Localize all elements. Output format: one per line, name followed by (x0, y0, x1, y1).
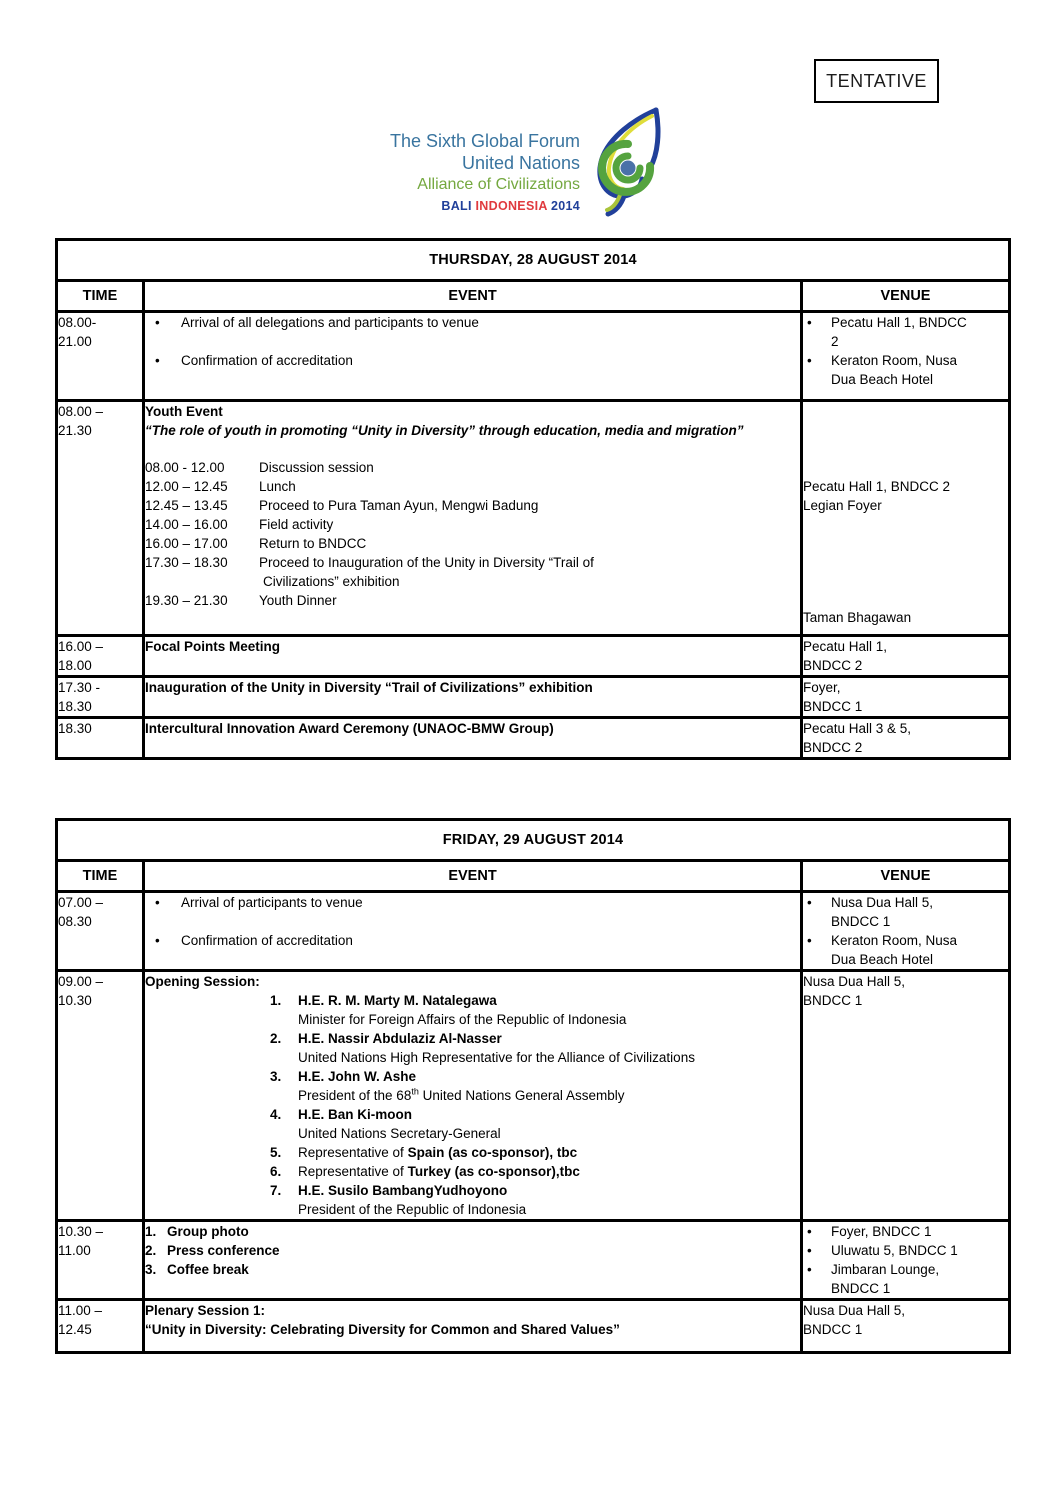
time-cell (57, 636, 144, 677)
sub-schedule-line: Civilizations” exhibition (263, 574, 400, 589)
col-header-venue: VENUE (802, 281, 1010, 312)
time-text: 11.00 – (58, 1303, 103, 1318)
venue-text: Keraton Room, Nusa Dua Beach Hotel (831, 353, 958, 387)
venue-text: BNDCC 1 (803, 699, 863, 714)
table-row (57, 1221, 1010, 1300)
sub-schedule-line: 14.00 – 16.00 Field activity (145, 517, 334, 532)
bullet-icon (145, 313, 181, 332)
time-text: 07.00 – (58, 895, 104, 910)
bullet-icon (803, 931, 831, 969)
bullet-icon (803, 313, 831, 351)
event-cell (144, 401, 802, 636)
event-title: Intercultural Innovation Award Ceremony (UNAOC-BMW Group) (145, 721, 554, 736)
bullet-icon (803, 1241, 831, 1260)
sub-schedule-line: 12.00 – 12.45 Lunch (145, 479, 296, 494)
time-text: 08.00 – (58, 404, 104, 419)
event-cell (144, 677, 802, 718)
table-row (57, 401, 1010, 636)
event-cell (144, 636, 802, 677)
event-subtitle: “The role of youth in promoting “Unity in Diversity” through education, media and migration” (145, 423, 744, 438)
venue-text: Pecatu Hall 3 & 5, (803, 721, 912, 736)
venue-text: Pecatu Hall 1, BNDCC 2 (803, 479, 951, 494)
logo-indonesia: INDONESIA (475, 199, 548, 213)
list-item (803, 1241, 1008, 1260)
table-row (57, 240, 1010, 281)
event-title: Inauguration of the Unity in Diversity “Trail of Civilizations” exhibition (145, 680, 593, 695)
time-text: 11.00 (58, 1243, 91, 1258)
list-item: 1. Group photo (145, 1224, 249, 1239)
time-cell (57, 1300, 144, 1353)
speaker-role: United Nations High Representative for the Alliance of Civilizations (298, 1050, 695, 1065)
col-header-event: EVENT (144, 281, 802, 312)
venue-cell (802, 1221, 1010, 1300)
sub-schedule-line: 16.00 – 17.00 Return to BNDCC (145, 536, 367, 551)
venue-cell (802, 718, 1010, 759)
tentative-badge (814, 59, 939, 103)
bullet-icon (145, 351, 181, 370)
logo-line-bali (390, 196, 580, 216)
venue-text: Foyer, BNDCC 1 (831, 1224, 932, 1239)
time-cell (57, 971, 144, 1221)
sub-schedule-line: 08.00 - 12.00 Discussion session (145, 460, 374, 475)
venue-text: BNDCC 2 (803, 740, 863, 755)
logo-line-alliance: Alliance of Civilizations (417, 176, 581, 193)
time-cell (57, 677, 144, 718)
speaker-item: 7. H.E. Susilo BambangYudhoyono (270, 1183, 508, 1198)
speaker-item: 3. H.E. John W. Ashe (270, 1069, 417, 1084)
event-title: Plenary Session 1: (145, 1303, 266, 1318)
time-cell (57, 718, 144, 759)
table-title-friday: FRIDAY, 29 AUGUST 2014 (57, 820, 1010, 861)
unaoc-logo-mark-icon (576, 106, 668, 223)
col-header-time: TIME (57, 281, 144, 312)
venue-cell (802, 892, 1010, 971)
venue-text: BNDCC 1 (803, 1322, 863, 1337)
unaoc-logo (0, 106, 1058, 223)
speaker-role: President of the 68th United Nations General Assembly (298, 1086, 625, 1103)
venue-text: Keraton Room, Nusa Dua Beach Hotel (831, 933, 958, 967)
venue-text: BNDCC 2 (803, 658, 863, 673)
venue-text: Pecatu Hall 1, (803, 639, 888, 654)
time-text: 10.30 – (58, 1224, 104, 1239)
time-text: 18.30 (58, 721, 92, 736)
speaker-item: 5. Representative of Spain (as co-sponsor), tbc (270, 1145, 578, 1160)
table-row (57, 281, 1010, 312)
event-text: Arrival of participants to venue (181, 895, 363, 910)
speaker-item: 2. H.E. Nassir Abdulaziz Al-Nasser (270, 1031, 502, 1046)
schedule-table-friday (55, 818, 1011, 1354)
list-item (145, 893, 800, 912)
bullet-icon (803, 893, 831, 931)
time-text: 18.00 (58, 658, 92, 673)
list-item (145, 351, 800, 370)
bullet-icon (145, 931, 181, 950)
table-row (57, 677, 1010, 718)
time-cell (57, 312, 144, 401)
speaker-role: Minister for Foreign Affairs of the Republic of Indonesia (298, 1012, 627, 1027)
col-header-event: EVENT (144, 861, 802, 892)
time-text: 10.30 (58, 993, 92, 1008)
col-header-time: TIME (57, 861, 144, 892)
event-text: Confirmation of accreditation (181, 353, 353, 368)
schedule-table-thursday (55, 238, 1011, 760)
venue-text: Nusa Dua Hall 5, (803, 1303, 906, 1318)
time-text: 09.00 – (58, 974, 104, 989)
event-title: Youth Event (145, 404, 223, 419)
speaker-role: President of the Republic of Indonesia (298, 1202, 527, 1217)
venue-text: Foyer, (803, 680, 841, 695)
time-text: 18.30 (58, 699, 92, 714)
venue-text: Legian Foyer (803, 498, 882, 513)
bullet-icon (145, 893, 181, 912)
list-item: 2. Press conference (145, 1243, 280, 1258)
venue-cell (802, 636, 1010, 677)
table-row (57, 820, 1010, 861)
list-item (803, 351, 1008, 389)
venue-cell (802, 971, 1010, 1221)
venue-cell (802, 677, 1010, 718)
speaker-item: 4. H.E. Ban Ki-moon (270, 1107, 412, 1122)
time-text: 21.30 (58, 423, 92, 438)
table-row (57, 971, 1010, 1221)
venue-text: Pecatu Hall 1, BNDCC 2 (831, 315, 967, 349)
venue-text: BNDCC 1 (803, 993, 863, 1008)
event-title: Focal Points Meeting (145, 639, 281, 654)
logo-line-forum: The Sixth Global Forum (389, 131, 581, 151)
bullet-icon (803, 1222, 831, 1241)
unaoc-logo-text (390, 106, 580, 216)
venue-text: Taman Bhagawan (803, 610, 912, 625)
event-subtitle: “Unity in Diversity: Celebrating Diversity for Common and Shared Values” (145, 1322, 620, 1337)
speaker-item: 6. Representative of Turkey (as co-sponsor),tbc (270, 1164, 580, 1179)
logo-year: 2014 (551, 199, 581, 213)
table-row (57, 861, 1010, 892)
list-item (803, 1260, 1008, 1298)
youth-sub-schedule (145, 458, 800, 610)
list-item (803, 1222, 1008, 1241)
list-item (803, 893, 1008, 931)
speaker-role: United Nations Secretary-General (298, 1126, 501, 1141)
sub-schedule-line: 12.45 – 13.45 Proceed to Pura Taman Ayun, Mengwi Badung (145, 498, 539, 513)
venue-cell (802, 401, 1010, 636)
event-cell (144, 1221, 802, 1300)
event-text: Arrival of all delegations and participants to venue (181, 315, 479, 330)
venue-text: Nusa Dua Hall 5, (803, 974, 906, 989)
table-row (57, 892, 1010, 971)
time-cell (57, 401, 144, 636)
time-text: 12.45 (58, 1322, 92, 1337)
event-cell (144, 971, 802, 1221)
sub-schedule-line: 17.30 – 18.30 Proceed to Inauguration of the Unity in Diversity “Trail of (145, 555, 594, 570)
list-item (803, 313, 1008, 351)
list-item (145, 931, 800, 950)
table-row (57, 1300, 1010, 1353)
table-row (57, 718, 1010, 759)
event-cell (144, 892, 802, 971)
venue-cell (802, 312, 1010, 401)
tentative-label: TENTATIVE (826, 70, 927, 91)
bullet-icon (803, 1260, 831, 1298)
event-text: Confirmation of accreditation (181, 933, 353, 948)
time-text: 21.00 (58, 334, 92, 349)
logo-line-un: United Nations (461, 153, 581, 173)
venue-cell (802, 1300, 1010, 1353)
table-row (57, 636, 1010, 677)
bullet-icon (803, 351, 831, 389)
table-row (57, 312, 1010, 401)
time-text: 16.00 – (58, 639, 104, 654)
time-text: 17.30 - (58, 680, 101, 695)
venue-text: Nusa Dua Hall 5, BNDCC 1 (831, 895, 934, 929)
list-item (803, 931, 1008, 969)
event-cell (144, 312, 802, 401)
table-title-thursday: THURSDAY, 28 AUGUST 2014 (57, 240, 1010, 281)
col-header-venue: VENUE (802, 861, 1010, 892)
venue-text: Uluwatu 5, BNDCC 1 (831, 1243, 958, 1258)
event-title: Opening Session: (145, 974, 260, 989)
venue-text: Jimbaran Lounge, BNDCC 1 (831, 1262, 940, 1296)
speaker-item: 1. H.E. R. M. Marty M. Natalegawa (270, 993, 497, 1008)
time-cell (57, 1221, 144, 1300)
event-cell (144, 1300, 802, 1353)
event-cell (144, 718, 802, 759)
time-text: 08.00- (58, 315, 97, 330)
list-item: 3. Coffee break (145, 1262, 249, 1277)
logo-bali: BALI (441, 199, 472, 213)
sub-schedule-line: 19.30 – 21.30 Youth Dinner (145, 593, 337, 608)
list-item (145, 313, 800, 332)
time-text: 08.30 (58, 914, 92, 929)
time-cell (57, 892, 144, 971)
